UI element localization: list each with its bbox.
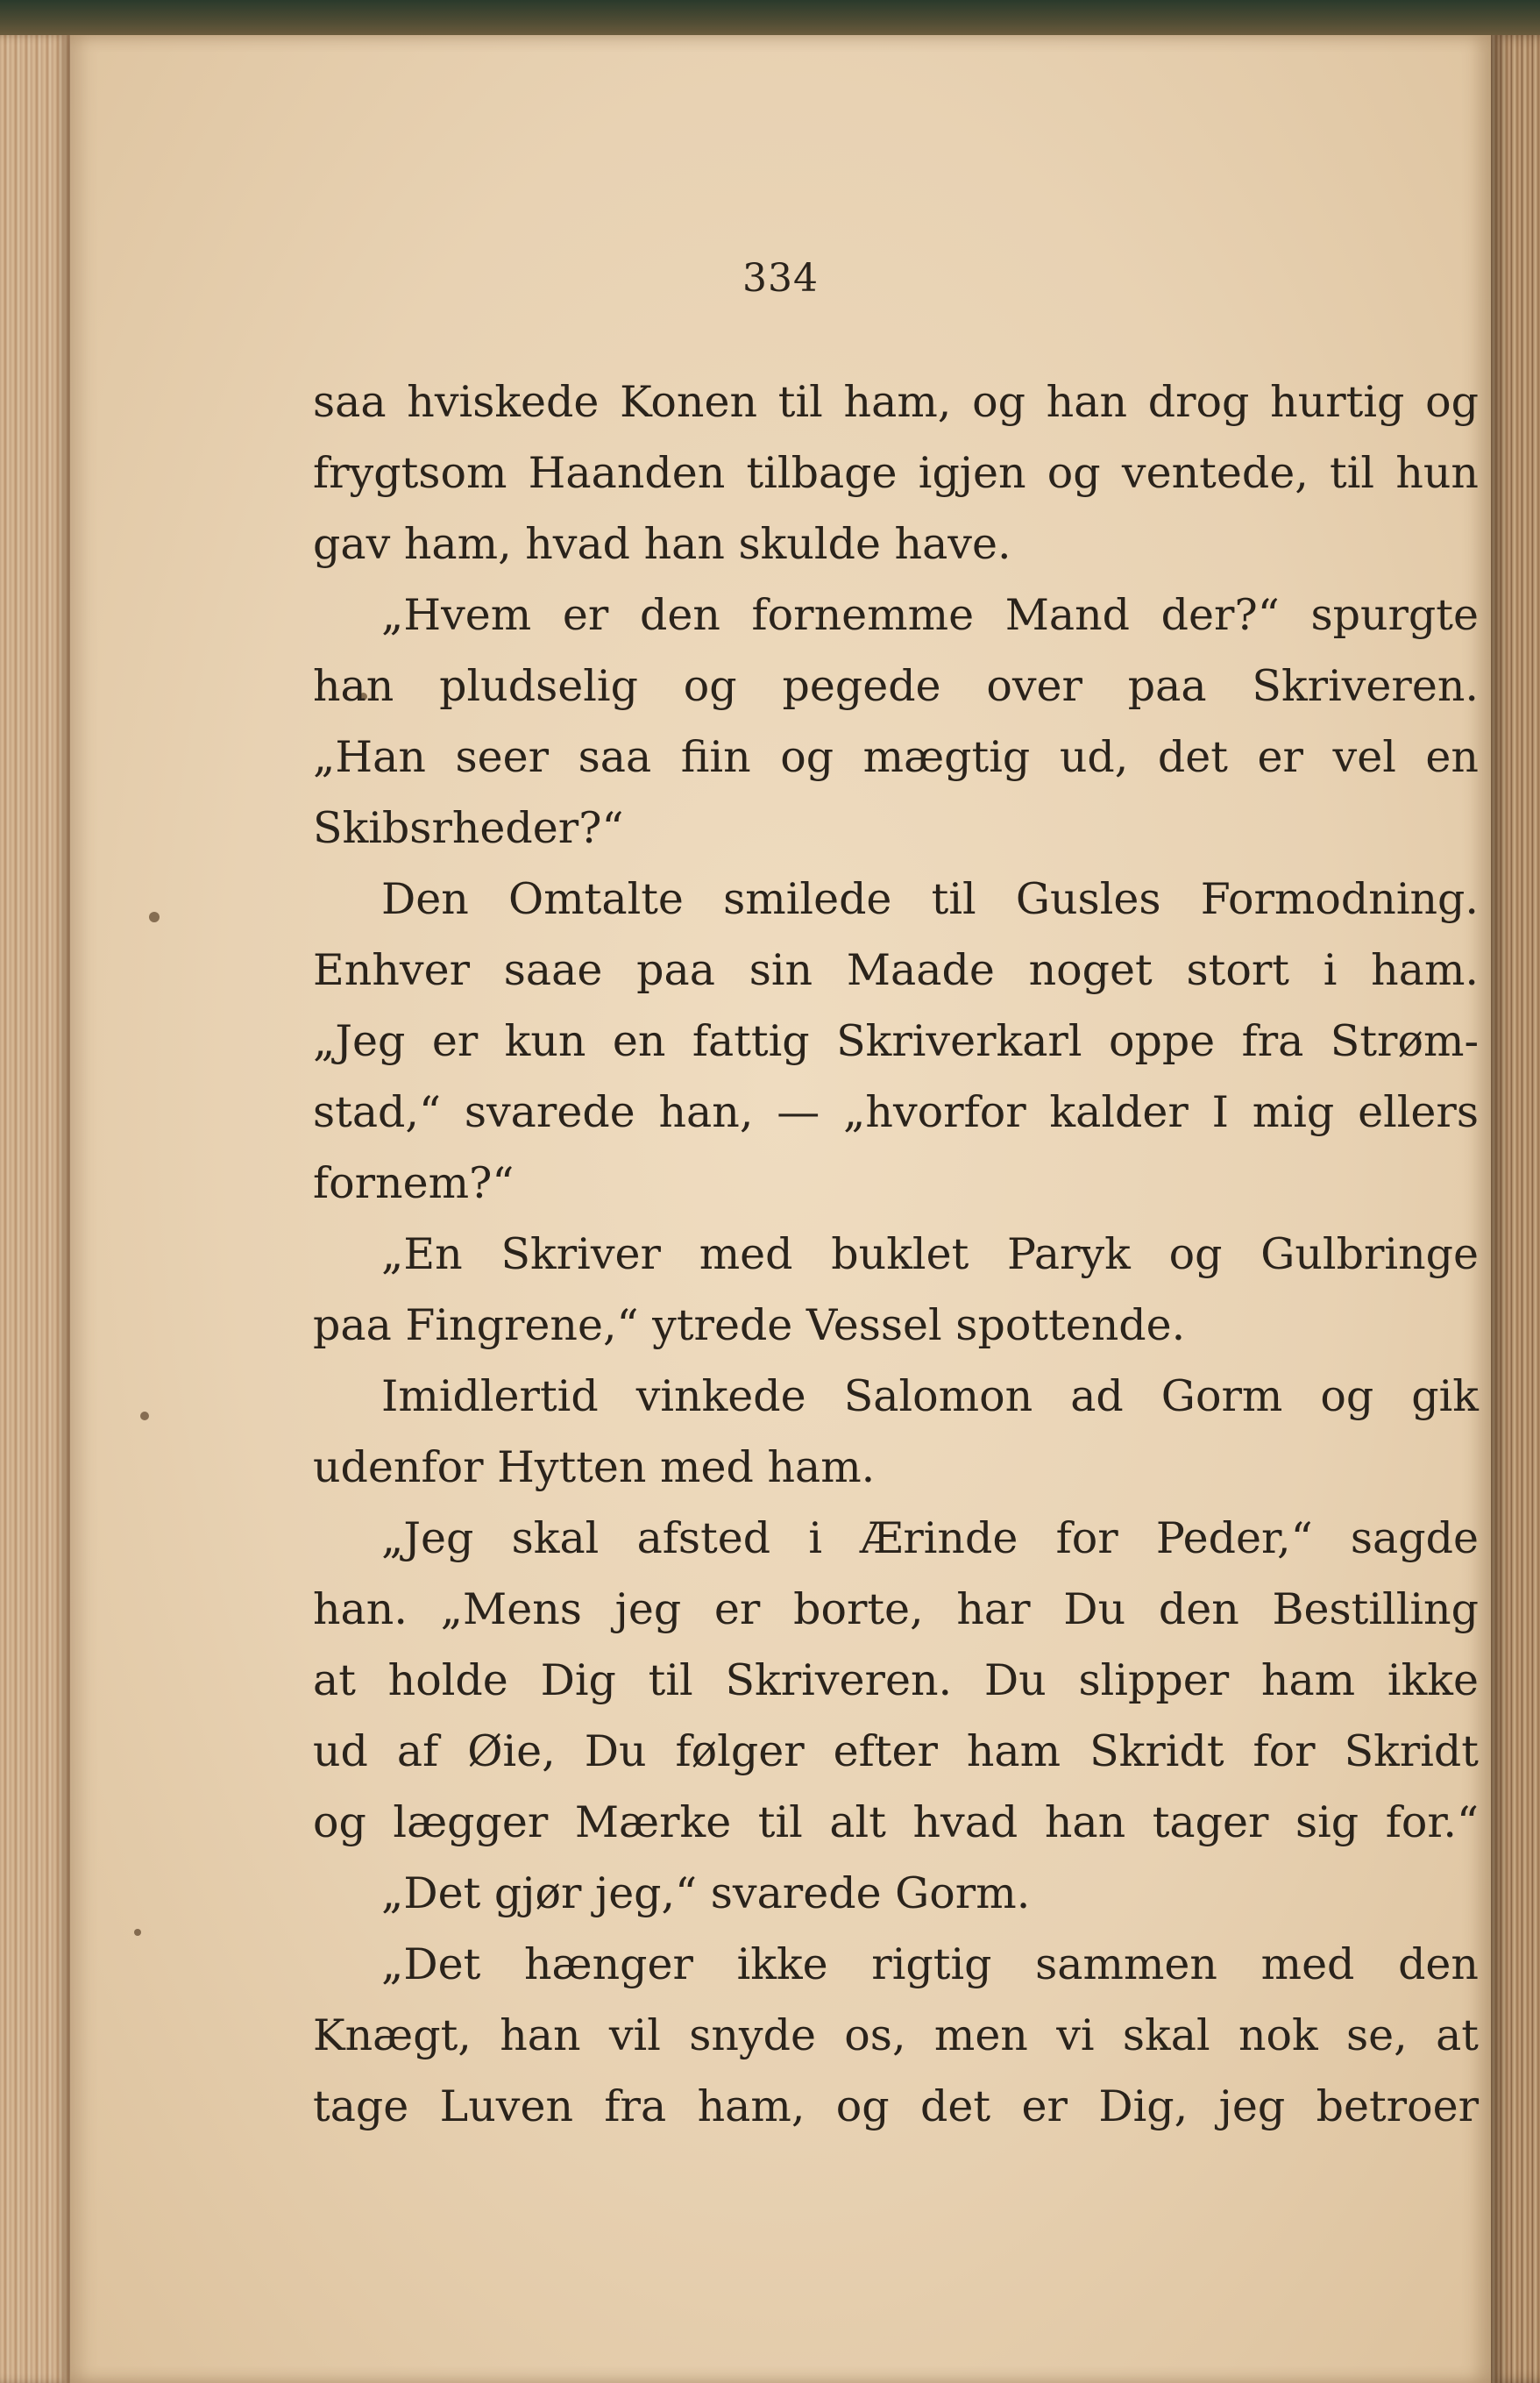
text-line: saa hviskede Konen til ham, og han drog hurtig og [313, 377, 1479, 427]
body-text [313, 366, 1479, 2142]
paper-spot [140, 1412, 149, 1420]
text-line: „Det gjør jeg,“ svarede Gorm. [381, 1868, 1031, 1918]
paper-spot [149, 912, 160, 922]
text-line: Skibsrheder?“ [313, 803, 624, 853]
text-line: fornem?“ [313, 1158, 515, 1208]
text-line: „Jeg er kun en fattig Skriverkarl oppe fra Strøm- [313, 1016, 1479, 1066]
text-line: gav ham, hvad han skulde have. [313, 519, 1011, 569]
text-line: paa Fingrene,“ ytrede Vessel spottende. [313, 1300, 1186, 1350]
text-line: Imidlertid vinkede Salomon ad Gorm og gik [381, 1371, 1479, 1421]
book-top-band [0, 0, 1540, 35]
book-fore-edge [1491, 35, 1540, 2383]
text-line: „Han seer saa fiin og mægtig ud, det er vel en [313, 732, 1479, 782]
book-page [70, 35, 1491, 2383]
text-line: udenfor Hytten med ham. [313, 1442, 876, 1492]
text-line: han. „Mens jeg er borte, har Du den Bestilling [313, 1584, 1479, 1634]
text-line: stad,“ svarede han, — „hvorfor kalder I mig ellers [313, 1087, 1479, 1137]
page-number: 334 [742, 256, 819, 301]
text-line: „En Skriver med buklet Paryk og Gulbringe [381, 1229, 1479, 1279]
text-line: Knægt, han vil snyde os, men vi skal nok se, at [313, 2010, 1479, 2060]
text-line: „Hvem er den fornemme Mand der?“ spurgte [381, 590, 1479, 640]
text-line: tage Luven fra ham, og det er Dig, jeg betroer [313, 2081, 1479, 2131]
text-line: „Det hænger ikke rigtig sammen med den [381, 1939, 1479, 1989]
text-line: ud af Øie, Du følger efter ham Skridt for Skridt [313, 1726, 1479, 1776]
text-line: frygtsom Haanden tilbage igjen og ventede, til hun [313, 448, 1479, 498]
text-line: han pludselig og pegede over paa Skriveren. [313, 661, 1479, 711]
text-line: Den Omtalte smilede til Gusles Formodning. [381, 874, 1479, 924]
text-line: „Jeg skal afsted i Ærinde for Peder,“ sagde [381, 1513, 1479, 1563]
text-line: at holde Dig til Skriveren. Du slipper ham ikke [313, 1655, 1479, 1705]
paper-spot [134, 1929, 141, 1936]
book-spine-edge [0, 35, 70, 2383]
text-line: og lægger Mærke til alt hvad han tager sig for.“ [313, 1797, 1479, 1847]
text-line: Enhver saae paa sin Maade noget stort i ham. [313, 945, 1479, 995]
